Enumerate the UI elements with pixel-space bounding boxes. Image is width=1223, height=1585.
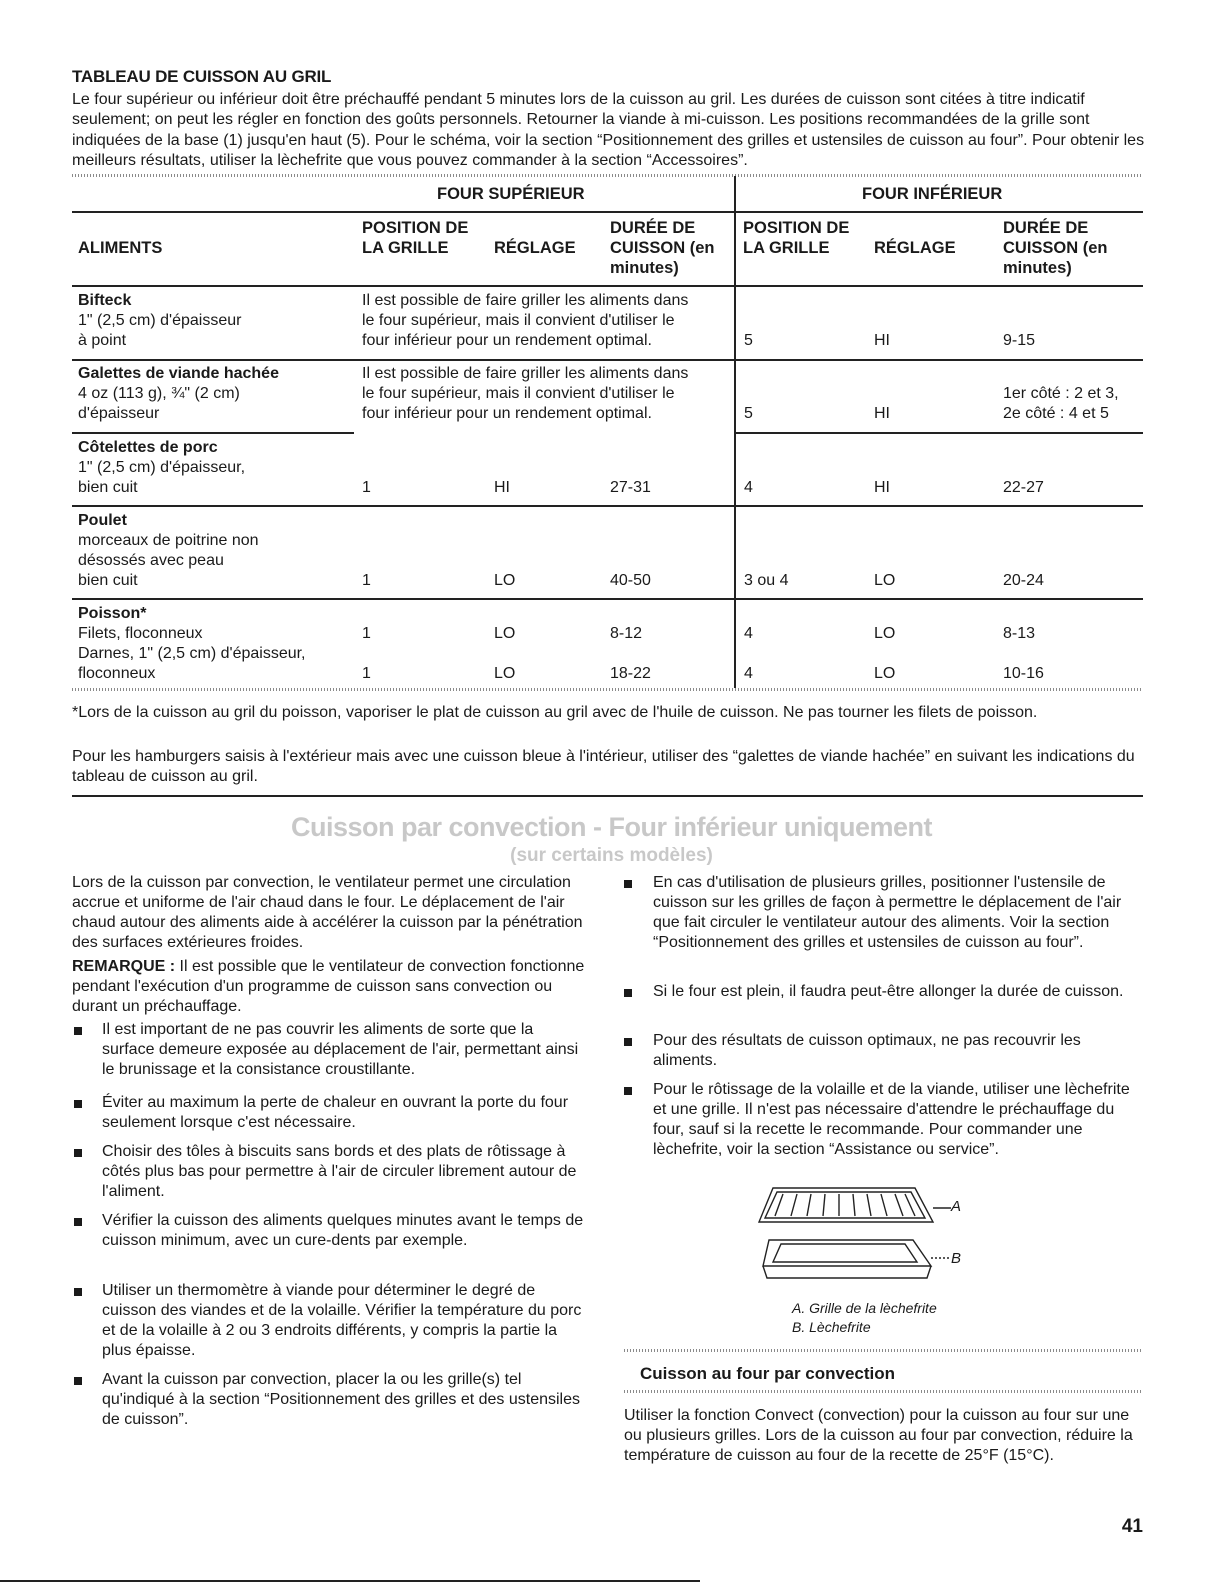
page-number: 41 [1121,1516,1143,1537]
cell-poulet-lower-set: LO [874,572,896,589]
row-rule [72,598,1143,600]
list-item: Si le four est plein, il faudra peut-être allonger la durée de cuisson. [653,983,1124,1000]
header-upper-oven: FOUR SUPÉRIEUR [437,185,585,203]
cell-cotelettes-lower-time: 22-27 [1003,479,1044,496]
col-header-position-line1: POSITION DE [362,219,469,237]
figure-caption-b: B. Lèchefrite [792,1319,871,1335]
cell-bifteck-lower-pos: 5 [744,332,753,349]
row-rule [72,359,1143,361]
cell-poisson-r1-lower-set: LO [874,625,896,642]
cell-galettes-lower-time [1003,384,1119,424]
list-item: Choisir des tôles à biscuits sans bords et des plats de rôtissage à côtés plus bas pour permettre à l'air de circuler librement autour de l'aliment. [102,1143,577,1200]
table-row-galettes-food [78,364,279,424]
figure-caption-a: A. Grille de la lèchefrite [792,1300,937,1316]
food-detail: morceaux de poitrine non [78,532,259,549]
cell-poisson-r2-lower-time: 10-16 [1003,665,1044,682]
bullet-icon [624,1038,632,1046]
note-line: four inférieur pour un rendement optimal. [362,405,652,422]
col-header-food: ALIMENTS [78,239,163,257]
cell-galettes-lower-pos: 5 [744,405,753,422]
detail-line: floconneux [78,665,156,682]
list-item: Vérifier la cuisson des aliments quelques minutes avant le temps de cuisson minimum, avec un cure-dents par exemple. [102,1212,584,1249]
group-header-rule [72,211,1143,213]
col-header-setting-upper: RÉGLAGE [494,239,576,257]
list-item: Utiliser un thermomètre à viande pour déterminer le degré de cuisson des viandes et de la volaille. Vérifier la température du porc et de la volaille à 2 ou 3 endroits différents, y compris la partie la plus épaisse. [102,1282,582,1359]
section-divider [72,795,1143,797]
table-row-poulet-food [78,511,259,591]
food-name: Galettes de viande hachée [78,365,279,382]
cell-cotelettes-upper-time: 27-31 [610,479,651,496]
list-item: Pour des résultats de cuisson optimaux, ne pas recouvrir les aliments. [653,1032,1081,1069]
header-lower-oven: FOUR INFÉRIEUR [862,185,1003,203]
cell-poulet-upper-time: 40-50 [610,572,651,589]
col-header-setting-lower: RÉGLAGE [874,239,956,257]
page-edge-rule [0,1580,700,1582]
remarque-label: REMARQUE : [72,958,176,975]
food-detail: à point [78,332,127,349]
figure-label-b: B [951,1250,962,1267]
list-item: Éviter au maximum la perte de chaleur en ouvrant la porte du four seulement lorsque c'est nécessaire. [102,1094,569,1131]
footnote-fish [72,703,1147,723]
broil-pan-icon [763,1240,951,1278]
cell-cotelettes-upper-pos: 1 [362,479,371,496]
cell-cotelettes-lower-set: HI [874,479,890,496]
col-header-time-line1: DURÉE DE [1003,219,1089,237]
table-row-poisson-food: Poisson* [78,605,147,622]
food-detail: bien cuit [78,572,138,589]
cell-cotelettes-upper-set: HI [494,479,510,496]
bullet-icon [74,1218,82,1226]
cell-poisson-r1-upper-pos: 1 [362,625,371,642]
food-detail [78,644,306,684]
note-line: four inférieur pour un rendement optimal. [362,332,652,349]
cell-poisson-r1-lower-time: 8-13 [1003,625,1036,642]
food-detail: désossés avec peau [78,552,224,569]
upper-oven-note [362,364,688,424]
cell-poisson-r2-upper-time: 18-22 [610,665,651,682]
time-line: 1er côté : 2 et 3, [1003,385,1119,402]
section-title: TABLEAU DE CUISSON AU GRIL [72,67,332,86]
col-header-time-lower [1003,218,1108,278]
footnote-hamburgers: Pour les hamburgers saisis à l'extérieur mais avec une cuisson bleue à l'intérieur, utiliser des “galettes de viande hachée” en suivant les indications du tableau de cuisson au gril. [72,748,1135,786]
subsection-bottom-rule [624,1390,1143,1393]
cell-poisson-r1-upper-time: 8-12 [610,625,643,642]
bake-text: Utiliser la fonction Convect (convection) pour la cuisson au four sur une ou plusieurs grilles. Lors de la cuisson au four par convection, réduire la température de cuisson au four de la recette de 25°F (15°C). [624,1407,1133,1464]
upper-oven-note [362,291,688,351]
cell-poisson-r2-upper-set: LO [494,665,516,682]
col-header-time-line3: minutes) [610,259,679,277]
col-header-time-upper [610,218,715,278]
food-name: Côtelettes de porc [78,439,218,456]
broil-pan-grid-icon [759,1188,951,1222]
list-item: Pour le rôtissage de la volaille et de la viande, utiliser une lèchefrite et une grille. Il n'est pas nécessaire d'attendre le préchauffage du four, sauf si la recette le recommande. Pour commander une lèchefrite, voir la section “Assistance ou service”. [653,1081,1130,1158]
food-name: Poulet [78,512,127,529]
cell-poulet-upper-set: LO [494,572,516,589]
food-detail: d'épaisseur [78,405,160,422]
row-rule [734,432,1143,434]
bullet-icon [74,1027,82,1035]
bullet-icon [624,880,632,888]
section-intro: Le four supérieur ou inférieur doit être préchauffé pendant 5 minutes lors de la cuisson au gril. Les durées de cuisson sont citées à titre indicatif seulement; on peut les régler en fonction des goûts personnels. Retourner la viande à mi-cuisson. Les positions recommandées de la grille sont indiquées de la base (1) jusqu'en haut (5). Pour le schéma, voir la section “Positionnement des grilles et ustensiles de cuisson au four”. Pour obtenir les meilleurs résultats, utiliser la lèchefrite que vous pouvez commander à la section “Accessoires”. [72,91,1145,170]
col-header-position-line2: LA GRILLE [362,239,449,257]
subsection-top-rule [624,1349,1143,1352]
food-detail: 1" (2,5 cm) d'épaisseur, [78,459,246,476]
cell-poisson-r2-upper-pos: 1 [362,665,371,682]
table-top-rule [72,174,1143,177]
cell-poulet-lower-time: 20-24 [1003,572,1044,589]
col-header-time-line3: minutes) [1003,259,1072,277]
convection-intro: Lors de la cuisson par convection, le ventilateur permet une circulation accrue et uniforme de l'air chaud dans le four. Le déplacement de l'air chaud autour des aliments aide à accélérer la cuisson par la pénétration des surfaces extérieures froides. [72,874,583,951]
list-item: En cas d'utilisation de plusieurs grilles, positionner l'ustensile de cuisson sur les grilles de façon à permettre le déplacement de l'air que fait circuler le ventilateur autour des aliments. Voir la section “Positionnement des grilles et ustensiles de cuisson au four”. [653,874,1122,951]
col-header-position-lower [743,218,849,258]
bullet-icon [74,1288,82,1296]
col-header-time-line2: CUISSON (en [610,239,715,257]
food-detail: 4 oz (113 g), ¾" (2 cm) [78,385,240,402]
cell-poisson-r1-lower-pos: 4 [744,625,753,642]
food-detail: Filets, floconneux [78,625,203,642]
bullet-icon [74,1149,82,1157]
note-line: le four supérieur, mais il convient d'utiliser le [362,385,675,402]
cell-bifteck-lower-set: HI [874,332,890,349]
cell-cotelettes-lower-pos: 4 [744,479,753,496]
cell-poulet-upper-pos: 1 [362,572,371,589]
row-rule [72,432,354,434]
time-line: 2e côté : 4 et 5 [1003,405,1109,422]
note-line: Il est possible de faire griller les aliments dans [362,292,689,309]
cell-poisson-r1-upper-set: LO [494,625,516,642]
cell-galettes-lower-set: HI [874,405,890,422]
remarque-text: Il est possible que le ventilateur de convection fonctionne pendant l'exécution d'un programme de cuisson sans convection ou durant un préchauffage. [72,958,585,1015]
row-rule [72,505,1143,507]
bullet-icon [624,989,632,997]
list-item: Il est important de ne pas couvrir les aliments de sorte que la surface demeure exposée au déplacement de l'air, permettant ainsi le brunissage et la consistance croustillante. [102,1021,579,1078]
detail-line: Darnes, 1" (2,5 cm) d'épaisseur, [78,645,306,662]
convection-remarque [72,957,592,1017]
table-row-cotelettes-food [78,438,245,498]
note-line: le four supérieur, mais il convient d'utiliser le [362,312,675,329]
food-detail: bien cuit [78,479,138,496]
convection-subtitle: (sur certains modèles) [510,845,713,866]
convection-title: Cuisson par convection - Four inférieur uniquement [290,812,933,842]
col-header-time-line2: CUISSON (en [1003,239,1108,257]
list-item: Avant la cuisson par convection, placer la ou les grille(s) tel qu'indiqué à la section “Positionnement des grilles et des ustensiles de cuisson”. [102,1371,580,1428]
column-header-rule [72,285,1143,287]
cell-bifteck-lower-time: 9-15 [1003,332,1036,349]
food-detail: 1" (2,5 cm) d'épaisseur [78,312,242,329]
table-row-bifteck-food [78,291,241,351]
note-line: Il est possible de faire griller les aliments dans [362,365,689,382]
bullet-icon [624,1087,632,1095]
bullet-icon [74,1100,82,1108]
figure-label-a: A [951,1198,962,1215]
col-header-position-line1: POSITION DE [743,219,850,237]
bake-heading: Cuisson au four par convection [640,1364,896,1383]
bullet-icon [74,1377,82,1385]
cell-poulet-lower-pos: 3 ou 4 [744,572,789,589]
footnote-text: *Lors de la cuisson au gril du poisson, vaporiser le plat de cuisson au gril avec de l'huile de cuisson. Ne pas tourner les filets de poisson. [72,704,1038,721]
col-header-time-line1: DURÉE DE [610,219,696,237]
col-header-position-upper [362,218,468,258]
table-bottom-rule [72,688,1143,691]
broil-pan-illustration [755,1182,975,1294]
cell-poisson-r2-lower-set: LO [874,665,896,682]
col-header-position-line2: LA GRILLE [743,239,830,257]
food-name: Bifteck [78,292,132,309]
cell-poisson-r2-lower-pos: 4 [744,665,753,682]
